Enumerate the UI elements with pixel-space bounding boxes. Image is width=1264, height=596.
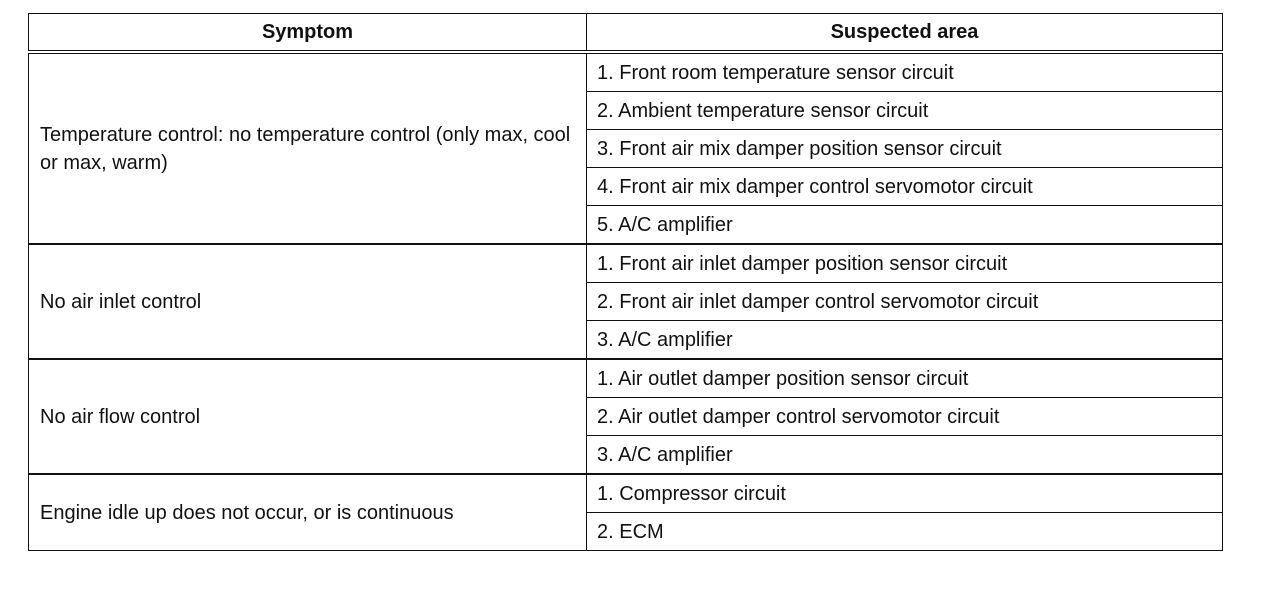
symptom-group-temperature-control [29,52,1223,244]
suspected-area-cell: 5. A/C amplifier [587,206,1223,245]
table-row [29,474,1223,513]
symptom-group-air-flow [29,359,1223,474]
symptom-group-air-inlet [29,244,1223,359]
suspected-area-cell: 3. A/C amplifier [587,321,1223,360]
symptom-cell: Engine idle up does not occur, or is continuous [29,474,587,551]
suspected-area-cell: 4. Front air mix damper control servomotor circuit [587,168,1223,206]
suspected-area-cell: 2. ECM [587,513,1223,551]
header-suspected-area: Suspected area [587,14,1223,53]
symptom-cell: No air flow control [29,359,587,474]
suspected-area-cell: 2. Air outlet damper control servomotor circuit [587,398,1223,436]
suspected-area-cell: 1. Compressor circuit [587,474,1223,513]
suspected-area-cell: 2. Front air inlet damper control servomotor circuit [587,283,1223,321]
suspected-area-cell: 1. Air outlet damper position sensor circuit [587,359,1223,398]
suspected-area-cell: 2. Ambient temperature sensor circuit [587,92,1223,130]
suspected-area-cell: 3. Front air mix damper position sensor circuit [587,130,1223,168]
table-row [29,359,1223,398]
suspected-area-cell: 1. Front air inlet damper position sensor circuit [587,244,1223,283]
table-header [29,14,1223,53]
symptom-cell: No air inlet control [29,244,587,359]
suspected-area-cell: 1. Front room temperature sensor circuit [587,52,1223,92]
table-row [29,244,1223,283]
symptom-cell: Temperature control: no temperature control (only max, cool or max, warm) [29,52,587,244]
header-row [29,14,1223,53]
symptom-group-engine-idle [29,474,1223,551]
table-row [29,52,1223,92]
symptom-table [28,13,1223,551]
suspected-area-cell: 3. A/C amplifier [587,436,1223,475]
header-symptom: Symptom [29,14,587,53]
